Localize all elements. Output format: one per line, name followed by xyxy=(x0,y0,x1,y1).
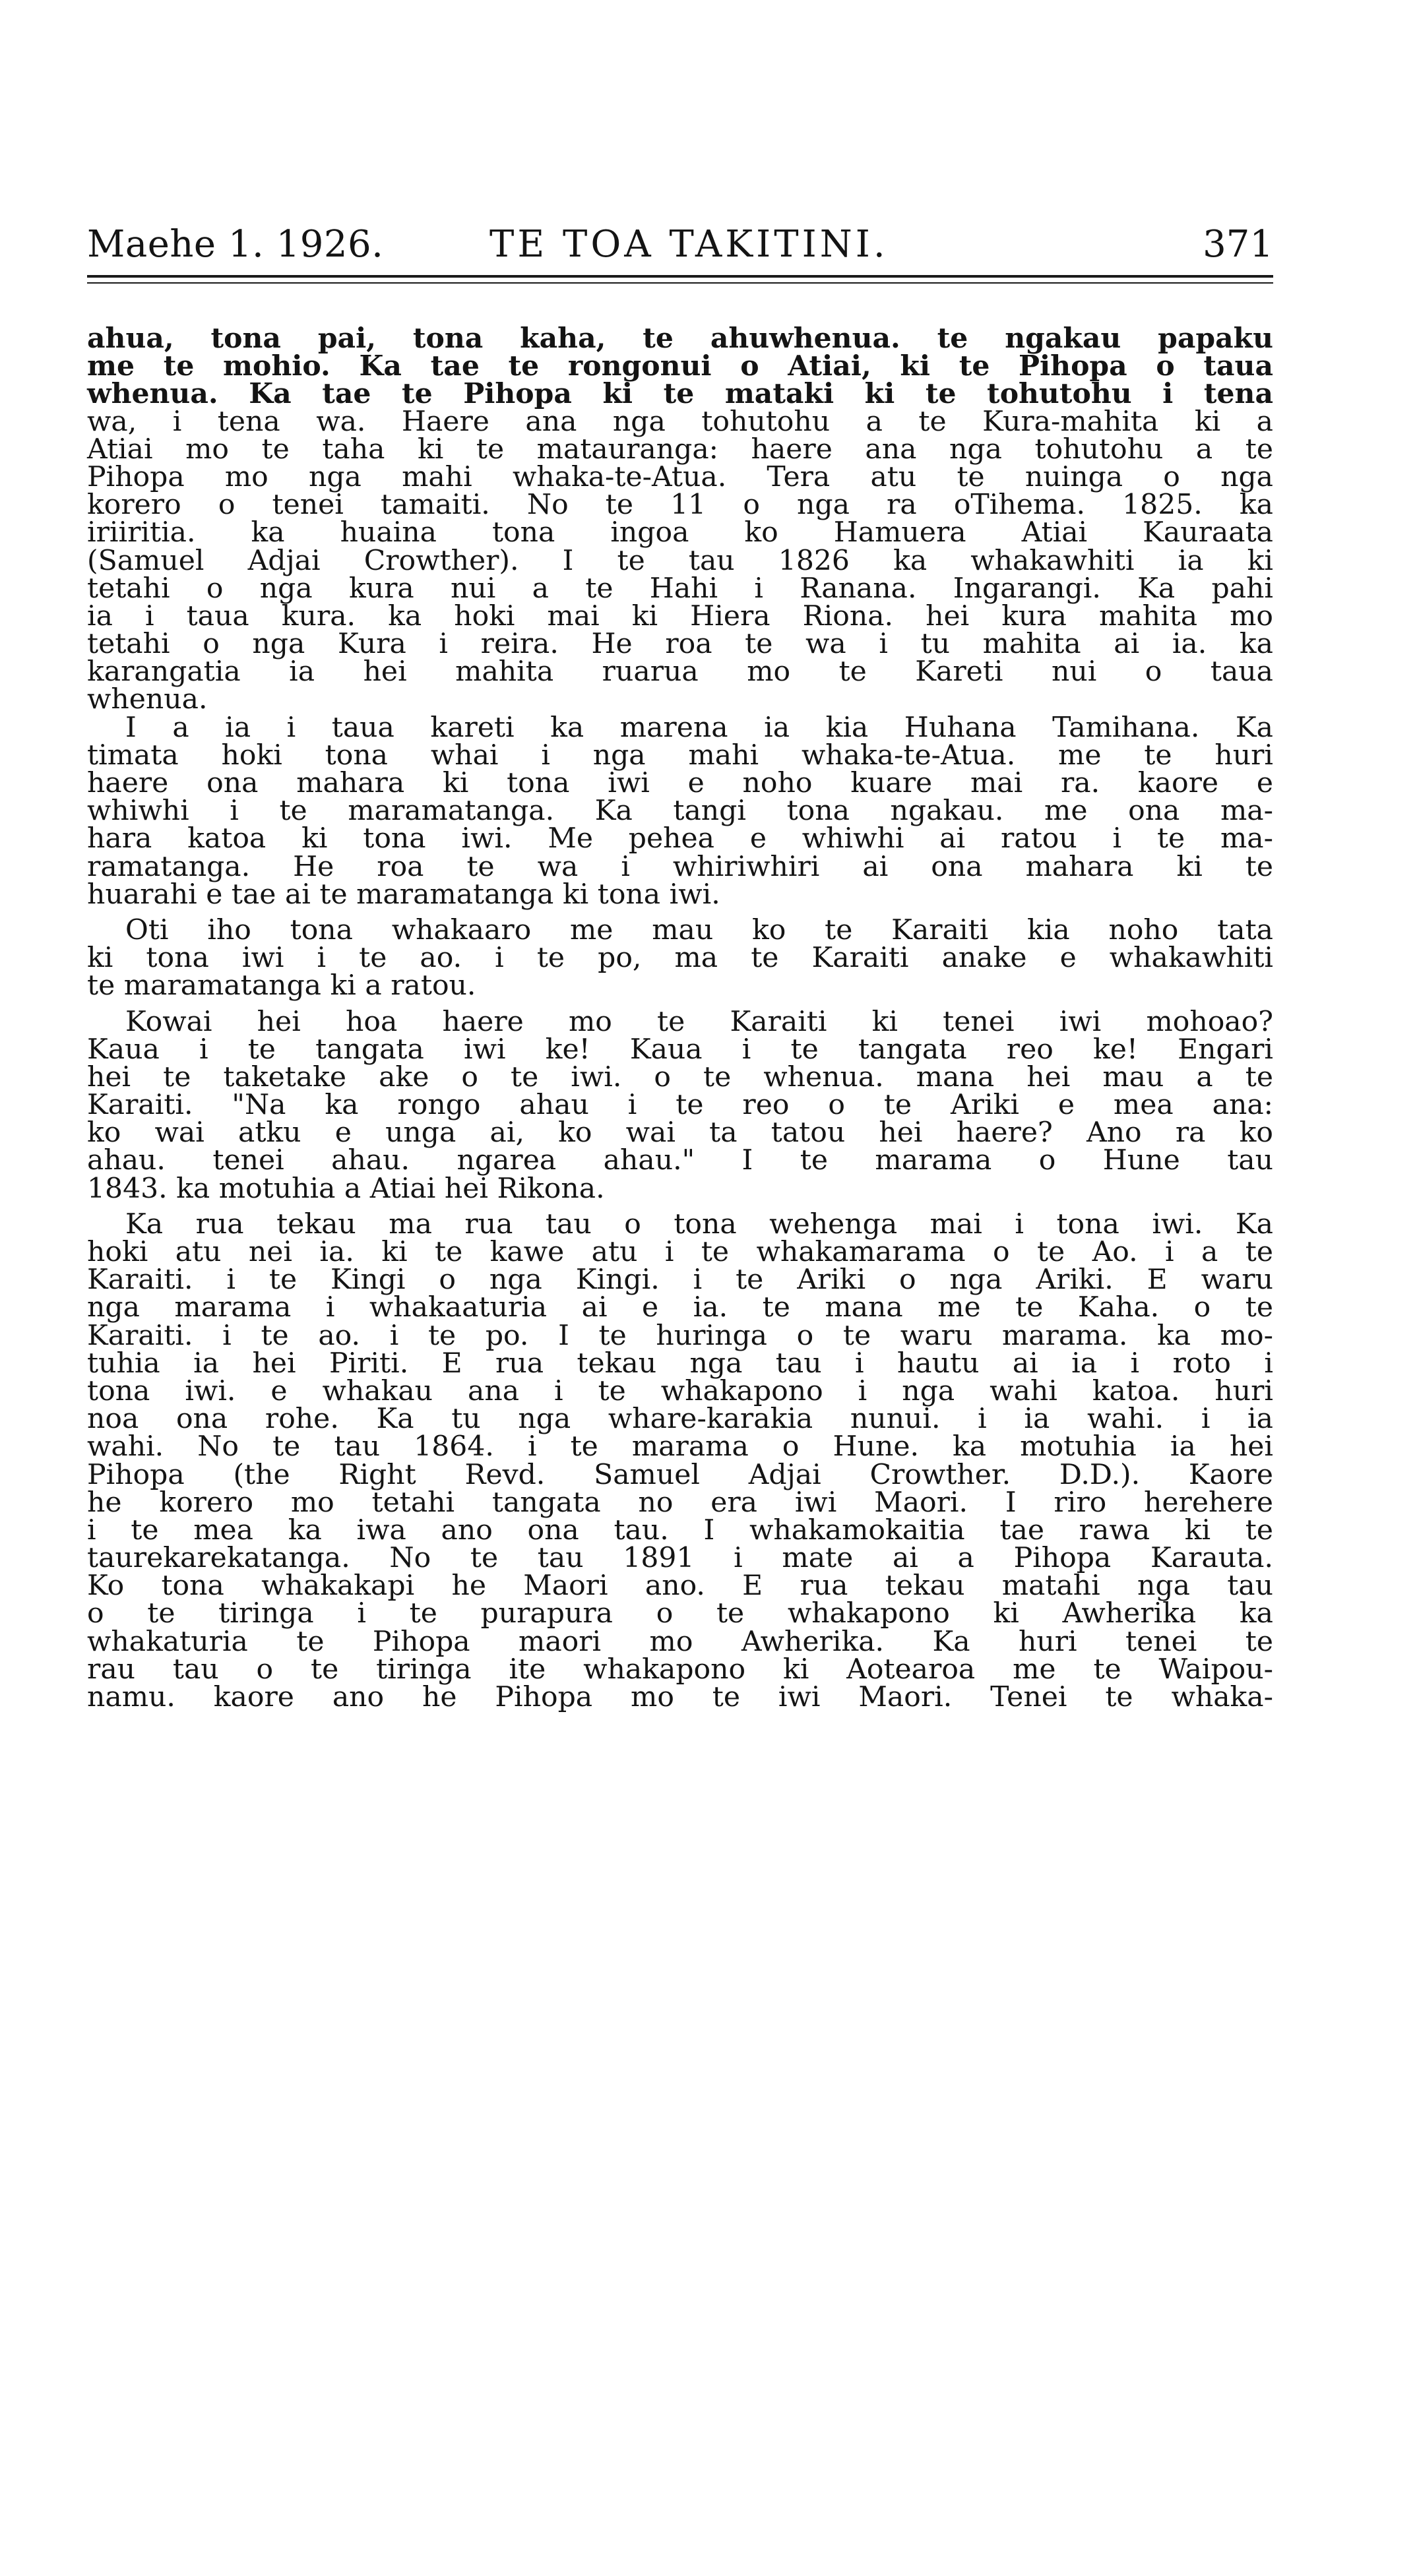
text-line: ki tona iwi i te ao. i te po, ma te Karaiti anake e whakawhiti xyxy=(87,942,1273,975)
text-line: korero o tenei tamaiti. No te 11 o nga ra oTihema. 1825. ka xyxy=(87,489,1273,522)
text-line: namu. kaore ano he Pihopa mo te iwi Maori. Tenei te whaka- xyxy=(87,1681,1273,1713)
text-line: hara katoa ki tona iwi. Me pehea e whiwhi ai ratou i te ma- xyxy=(87,822,1273,855)
text-line: tuhia ia hei Piriti. E rua tekau nga tau i hautu ai ia i roto i xyxy=(87,1347,1273,1380)
text-line: Pihopa (the Right Revd. Samuel Adjai Crowther. D.D.). Kaore xyxy=(87,1458,1273,1491)
text-line: timata hoki tona whai i nga mahi whaka-te-Atua. me te huri xyxy=(87,739,1273,772)
text-line: Karaiti. "Na ka rongo ahau i te reo o te Ariki e mea ana: xyxy=(87,1089,1273,1122)
text-line: wa, i tena wa. Haere ana nga tohutohu a te Kura-mahita ki a xyxy=(87,405,1273,438)
text-line: whakaturia te Pihopa maori mo Awherika. Ka huri tenei te xyxy=(87,1625,1273,1658)
text-line: tetahi o nga kura nui a te Hahi i Ranana. Ingarangi. Ka pahi xyxy=(87,572,1273,605)
text-line: i te mea ka iwa ano ona tau. I whakamokaitia tae rawa ki te xyxy=(87,1514,1273,1547)
text-line: Kaua i te tangata iwi ke! Kaua i te tangata reo ke! Engari xyxy=(87,1033,1273,1066)
text-line: iriiritia. ka huaina tona ingoa ko Hamuera Atiai Kauraata xyxy=(87,516,1273,549)
text-line: 1843. ka motuhia a Atiai hei Rikona. xyxy=(87,1172,605,1205)
text-line: Karaiti. i te ao. i te po. I te huringa o te waru marama. ka mo- xyxy=(87,1319,1273,1352)
text-line: noa ona rohe. Ka tu nga whare-karakia nunui. i ia wahi. i ia xyxy=(87,1403,1273,1436)
text-line: te maramatanga ki a ratou. xyxy=(87,969,476,1002)
paragraph xyxy=(87,913,1273,1002)
text-line: (Samuel Adjai Crowther). I te tau 1826 ka whakawhiti ia ki xyxy=(87,544,1273,577)
paragraph xyxy=(87,1005,1273,1205)
header-date: Maehe 1. 1926. xyxy=(87,223,384,266)
paragraph xyxy=(87,711,1273,911)
text-line: hei te taketake ake o te iwi. o te whenua. mana hei mau a te xyxy=(87,1060,1273,1093)
text-line: me te mohio. Ka tae te rongonui o Atiai, ki te Pihopa o taua xyxy=(87,350,1273,383)
text-line: Oti iho tona whakaaro me mau ko te Karaiti kia noho tata xyxy=(125,913,1273,946)
text-line: whenua. xyxy=(87,683,208,716)
running-header xyxy=(87,224,1273,265)
text-line: o te tiringa i te purapura o te whakapono ki Awherika ka xyxy=(87,1597,1273,1630)
text-line: ahau. tenei ahau. ngarea ahau." I te marama o Hune tau xyxy=(87,1144,1273,1177)
header-page-number: 371 xyxy=(1203,223,1273,266)
text-line: ko wai atku e unga ai, ko wai ta tatou hei haere? Ano ra ko xyxy=(87,1117,1273,1150)
header-rule-thin xyxy=(87,282,1273,284)
text-line: Ko tona whakakapi he Maori ano. E rua tekau matahi nga tau xyxy=(87,1570,1273,1603)
text-line: Karaiti. i te Kingi o nga Kingi. i te Ariki o nga Ariki. E waru xyxy=(87,1264,1273,1297)
text-line: wahi. No te tau 1864. i te marama o Hune. ka motuhia ia hei xyxy=(87,1430,1273,1463)
text-line: Ka rua tekau ma rua tau o tona wehenga mai i tona iwi. Ka xyxy=(125,1208,1273,1241)
article-body xyxy=(87,324,1273,1711)
text-line: tetahi o nga Kura i reira. He roa te wa i tu mahita ai ia. ka xyxy=(87,628,1273,661)
text-line: huarahi e tae ai te maramatanga ki tona iwi. xyxy=(87,878,720,911)
text-line: Kowai hei hoa haere mo te Karaiti ki tenei iwi mohoao? xyxy=(125,1005,1273,1038)
text-line: ahua, tona pai, tona kaha, te ahuwhenua. te ngakau papaku xyxy=(87,322,1273,355)
paragraph xyxy=(87,324,1273,714)
text-line: ramatanga. He roa te wa i whiriwhiri ai ona mahara ki te xyxy=(87,850,1273,883)
text-line: rau tau o te tiringa ite whakapono ki Aotearoa me te Waipou- xyxy=(87,1653,1273,1686)
header-journal-title: TE TOA TAKITINI. xyxy=(489,223,889,266)
text-line: karangatia ia hei mahita ruarua mo te Kareti nui o taua xyxy=(87,656,1273,689)
text-line: nga marama i whakaaturia ai e ia. te mana me te Kaha. o te xyxy=(87,1291,1273,1324)
text-line: ia i taua kura. ka hoki mai ki Hiera Riona. hei kura mahita mo xyxy=(87,599,1273,632)
paragraph xyxy=(87,1208,1273,1713)
text-line: taurekarekatanga. No te tau 1891 i mate ai a Pihopa Karauta. xyxy=(87,1542,1273,1575)
text-line: Atiai mo te taha ki te matauranga: haere ana nga tohutohu a te xyxy=(87,433,1273,466)
text-line: whenua. Ka tae te Pihopa ki te mataki ki te tohutohu i tena xyxy=(87,377,1273,411)
text-line: whiwhi i te maramatanga. Ka tangi tona ngakau. me ona ma- xyxy=(87,795,1273,828)
text-line: haere ona mahara ki tona iwi e noho kuare mai ra. kaore e xyxy=(87,767,1273,799)
header-rule-thick xyxy=(87,275,1273,278)
text-line: I a ia i taua kareti ka marena ia kia Huhana Tamihana. Ka xyxy=(125,711,1273,744)
text-line: he korero mo tetahi tangata no era iwi Maori. I riro herehere xyxy=(87,1486,1273,1519)
text-line: hoki atu nei ia. ki te kawe atu i te whakamarama o te Ao. i a te xyxy=(87,1236,1273,1268)
text-line: Pihopa mo nga mahi whaka-te-Atua. Tera atu te nuinga o nga xyxy=(87,460,1273,493)
text-line: tona iwi. e whakau ana i te whakapono i nga wahi katoa. huri xyxy=(87,1374,1273,1407)
